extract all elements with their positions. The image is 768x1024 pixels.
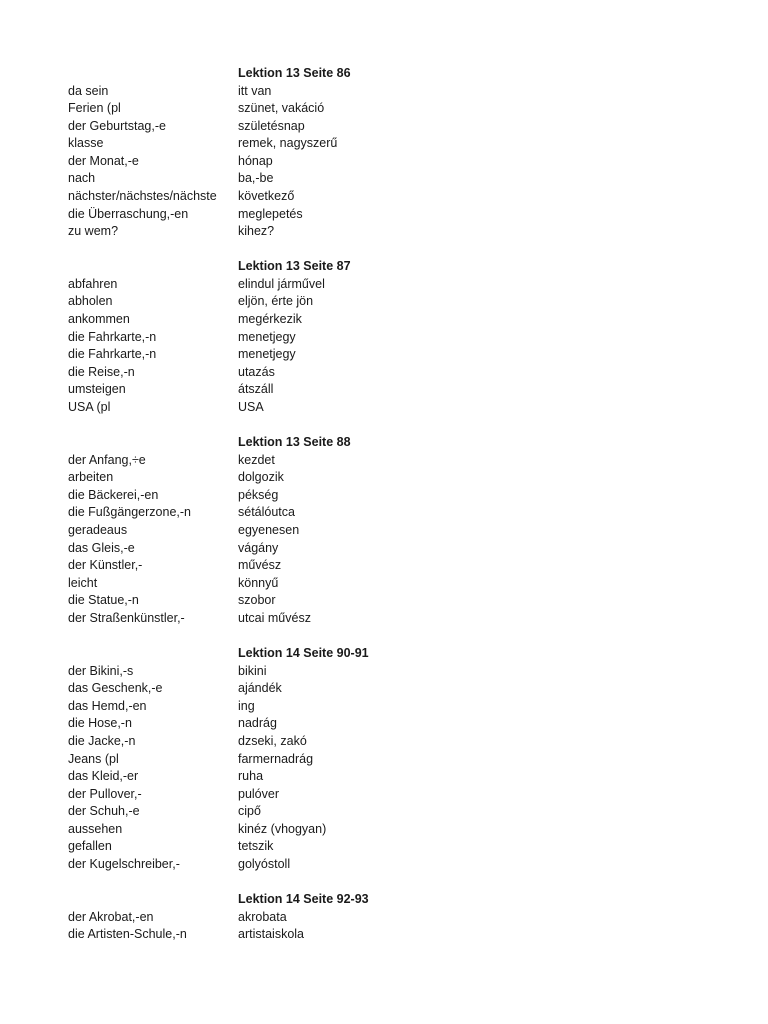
section-heading: Lektion 13 Seite 88 xyxy=(238,435,351,450)
vocabulary-row xyxy=(68,135,708,153)
german-word: klasse xyxy=(68,136,104,151)
german-word: die Hose,-n xyxy=(68,716,132,731)
vocabulary-row xyxy=(68,188,708,206)
vocabulary-row xyxy=(68,926,708,944)
german-word: die Artisten-Schule,-n xyxy=(68,927,187,942)
german-word: arbeiten xyxy=(68,470,114,485)
vocabulary-row xyxy=(68,83,708,101)
vocabulary-row xyxy=(68,768,708,786)
hungarian-translation: akrobata xyxy=(238,909,287,924)
vocabulary-row xyxy=(68,909,708,927)
vocabulary-row xyxy=(68,487,708,505)
hungarian-translation: kezdet xyxy=(238,452,275,467)
vocabulary-row xyxy=(68,118,708,136)
german-word: nächster/nächstes/nächste xyxy=(68,189,217,204)
vocabulary-page xyxy=(68,65,708,961)
hungarian-translation: szünet, vakáció xyxy=(238,101,325,116)
german-word: der Bikini,-s xyxy=(68,663,134,678)
hungarian-translation: cipő xyxy=(238,804,261,819)
hungarian-translation: farmernadrág xyxy=(238,751,314,766)
vocabulary-row xyxy=(68,100,708,118)
hungarian-translation: ing xyxy=(238,698,255,713)
hungarian-translation: szobor xyxy=(238,593,276,608)
hungarian-translation: könnyű xyxy=(238,575,279,590)
vocabulary-row xyxy=(68,680,708,698)
german-word: abfahren xyxy=(68,276,118,291)
german-word: der Straßenkünstler,- xyxy=(68,610,185,625)
vocabulary-row xyxy=(68,557,708,575)
hungarian-translation: remek, nagyszerű xyxy=(238,136,338,151)
german-word: der Akrobat,-en xyxy=(68,909,154,924)
vocabulary-row xyxy=(68,206,708,224)
german-word: der Anfang,÷e xyxy=(68,452,146,467)
hungarian-translation: tetszik xyxy=(238,839,274,854)
german-word: Ferien (pl xyxy=(68,101,121,116)
hungarian-translation: meglepetés xyxy=(238,206,303,221)
hungarian-translation: kihez? xyxy=(238,224,275,239)
vocabulary-row xyxy=(68,663,708,681)
hungarian-translation: születésnap xyxy=(238,118,305,133)
hungarian-translation: artistaiskola xyxy=(238,927,304,942)
german-word: der Pullover,- xyxy=(68,786,142,801)
german-word: das Hemd,-en xyxy=(68,698,147,713)
hungarian-translation: golyóstoll xyxy=(238,857,291,872)
german-word: die Fahrkarte,-n xyxy=(68,329,157,344)
vocabulary-row xyxy=(68,522,708,540)
hungarian-translation: bikini xyxy=(238,663,267,678)
hungarian-translation: dolgozik xyxy=(238,470,284,485)
hungarian-translation: pékség xyxy=(238,487,279,502)
vocabulary-row xyxy=(68,452,708,470)
vocabulary-row xyxy=(68,803,708,821)
vocabulary-row xyxy=(68,786,708,804)
section-heading: Lektion 13 Seite 86 xyxy=(238,66,351,80)
german-word: Jeans (pl xyxy=(68,751,119,766)
hungarian-translation: menetjegy xyxy=(238,347,296,362)
german-word: das Gleis,-e xyxy=(68,540,135,555)
hungarian-translation: dzseki, zakó xyxy=(238,733,307,748)
german-word: die Fußgängerzone,-n xyxy=(68,505,191,520)
german-word: die Statue,-n xyxy=(68,593,139,608)
section-heading: Lektion 13 Seite 87 xyxy=(238,259,351,274)
vocabulary-row xyxy=(68,733,708,751)
vocabulary-row xyxy=(68,293,708,311)
hungarian-translation: vágány xyxy=(238,540,279,555)
vocabulary-row xyxy=(68,276,708,294)
german-word: der Schuh,-e xyxy=(68,804,140,819)
vocabulary-section xyxy=(68,434,708,627)
german-word: ankommen xyxy=(68,312,130,327)
vocabulary-row xyxy=(68,153,708,171)
vocabulary-section xyxy=(68,891,708,944)
hungarian-translation: egyenesen xyxy=(238,522,300,537)
vocabulary-row xyxy=(68,399,708,417)
vocabulary-row xyxy=(68,329,708,347)
hungarian-translation: ruha xyxy=(238,769,264,784)
hungarian-translation: nadrág xyxy=(238,716,277,731)
german-word: die Reise,-n xyxy=(68,364,135,379)
german-word: das Kleid,-er xyxy=(68,769,139,784)
section-heading: Lektion 14 Seite 92-93 xyxy=(238,892,369,907)
german-word: der Monat,-e xyxy=(68,153,139,168)
vocabulary-row xyxy=(68,821,708,839)
german-word: der Geburtstag,-e xyxy=(68,118,166,133)
vocabulary-row xyxy=(68,364,708,382)
hungarian-translation: következő xyxy=(238,189,295,204)
german-word: nach xyxy=(68,171,96,186)
german-word: abholen xyxy=(68,294,113,309)
vocabulary-row xyxy=(68,223,708,241)
hungarian-translation: utazás xyxy=(238,364,275,379)
hungarian-translation: itt van xyxy=(238,83,272,98)
vocabulary-row xyxy=(68,610,708,628)
hungarian-translation: elindul járművel xyxy=(238,276,325,291)
hungarian-translation: ba,-be xyxy=(238,171,274,186)
hungarian-translation: megérkezik xyxy=(238,312,302,327)
section-heading: Lektion 14 Seite 90-91 xyxy=(238,646,369,661)
vocabulary-row xyxy=(68,540,708,558)
hungarian-translation: USA xyxy=(238,400,264,414)
german-word: USA (pl xyxy=(68,400,111,414)
hungarian-translation: hónap xyxy=(238,153,273,168)
german-word: der Künstler,- xyxy=(68,558,143,573)
vocabulary-section xyxy=(68,645,708,874)
german-word: gefallen xyxy=(68,839,112,854)
german-word: die Bäckerei,-en xyxy=(68,487,159,502)
vocabulary-row xyxy=(68,381,708,399)
vocabulary-row xyxy=(68,856,708,874)
german-word: leicht xyxy=(68,575,98,590)
german-word: zu wem? xyxy=(68,224,119,239)
vocabulary-row xyxy=(68,751,708,769)
vocabulary-row xyxy=(68,311,708,329)
german-word: geradeaus xyxy=(68,522,128,537)
vocabulary-row xyxy=(68,592,708,610)
vocabulary-row xyxy=(68,698,708,716)
german-word: umsteigen xyxy=(68,382,126,397)
vocabulary-row xyxy=(68,838,708,856)
hungarian-translation: utcai művész xyxy=(238,610,311,625)
german-word: aussehen xyxy=(68,821,123,836)
vocabulary-section xyxy=(68,65,708,241)
vocabulary-row xyxy=(68,575,708,593)
german-word: die Fahrkarte,-n xyxy=(68,347,157,362)
german-word: die Jacke,-n xyxy=(68,733,136,748)
vocabulary-row xyxy=(68,469,708,487)
vocabulary-row xyxy=(68,504,708,522)
vocabulary-row xyxy=(68,715,708,733)
vocabulary-row xyxy=(68,170,708,188)
german-word: die Überraschung,-en xyxy=(68,206,189,221)
hungarian-translation: eljön, érte jön xyxy=(238,294,314,309)
german-word: das Geschenk,-e xyxy=(68,681,163,696)
hungarian-translation: menetjegy xyxy=(238,329,296,344)
hungarian-translation: művész xyxy=(238,558,282,573)
hungarian-translation: ajándék xyxy=(238,681,282,696)
hungarian-translation: kinéz (vhogyan) xyxy=(238,821,327,836)
german-word: der Kugelschreiber,- xyxy=(68,857,180,872)
hungarian-translation: sétálóutca xyxy=(238,505,295,520)
vocabulary-section xyxy=(68,258,708,416)
vocabulary-row xyxy=(68,346,708,364)
hungarian-translation: pulóver xyxy=(238,786,279,801)
german-word: da sein xyxy=(68,83,109,98)
hungarian-translation: átszáll xyxy=(238,382,274,397)
